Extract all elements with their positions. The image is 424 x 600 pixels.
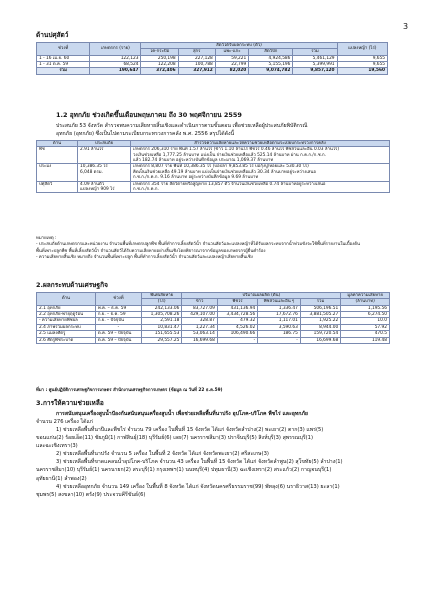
col-output: ปริมาณผลผลิต (ตัน) bbox=[182, 293, 341, 299]
assistance-body: การสนับสนุนเครื่องสูบน้ำป้องกันสนับสนุนเครื่องสูบน้ำ เพื่อช่วยเหลือพื้นที่นาปรัง อุปโภค-บริโภค พืชไร่ และอุทกภัย จำนวน 276 เครื่อง ได้แก่ 1) ช่วยเหลือพื้นที่นาปีและพืชไร่ จำนวน 79 เครื่อง ในพื้นที่ 15 จังหวัด ได้แก่ จังหวัดลำปาง(2) พะเยา(2) ตาก(3) แพร่(5) ขอนแก่น(2) ร้อยเอ็ด(11) ชัยภูมิ(1) กาฬสินธุ์(18) บุรีรัมย์(6) เลย(7) นครราชสีมา(3) ปราจีนบุรี(5) สิงห์บุรี(3) สุพรรณบุรี(1) และฉะเชิงเทรา(3) 2) ช่วยเหลือพื้นที่นาปรัง จำนวน 5 เครื่อง ในพื้นที่ 2 จังหวัด ได้แก่ จังหวัดพะเยา(2) ศรีสะเกษ(3) 3) ช่วยเหลือพื้นที่ขาดแคลนน้ำอุปโภค-บริโภค จำนวน 43 เครื่อง ในพื้นที่ 15 จังหวัด ได้แก่ จังหวัดลำพูน(2) สุโขทัย(5) ลำปาง(1) นครราชสีมา(10) บุรีรัมย์(1) นครนายก(2) สระบุรี(1) กรุงเทพฯ(1) นนทบุรี(4) ปทุมธานี(3) ฉะเชิงเทรา(2) สระแก้ว(2) กาญจนบุรี(1) อุทัยธานี(1) ลำพอง(2) 4) ช่วยเหลืออุทกภัย จำนวน 149 เครื่อง ในพื้นที่ 8 จังหวัด ได้แก่ จังหวัดนครศรีธรรมราช(99) พัทลุง(6) นราธิวาส(13) ยะลา(1) ชุมพร(5) สงขลา(10) ตรัง(9) ประจวบคีรีขันธ์(6) bbox=[36, 411, 343, 498]
table-row: 1 - 16 เม.ย. 60 122,123 250,198 227,128 59,221 4,924,586 5,461,129 9,655 bbox=[37, 55, 388, 61]
col-description: สำรวจความเสียหายและให้ความช่วยเหลือตามระเบียบกระทรวงการคลัง bbox=[131, 141, 390, 147]
col-affected: ประสบภัย bbox=[78, 141, 131, 147]
table-row: 2.2 อุทกภัย-พายุฤดูร้อน ก.ย. – ธ.ค. 59 1,305,708.26 429,107.00 3,434,728.56 17,672.76 3,881,505.27 6,274.50 bbox=[37, 312, 390, 318]
table-row: 1 - 31 ต.ค. 59 68,524 122,208 100,788 22,799 5,155,196 5,399,991 9,655 bbox=[37, 62, 388, 68]
table-row: พืช 2.91 ล้านไร่ เกษตรกร 206,310 ราย พื้นที่ 1.57 ล้านไร่ (ข้าว 1.10 ล้านไร่ พืชไร่ 0.46 ล้านไร่ พืชสวนและอื่น 0.03 ล้านไร่) วงเงินช่วยเหลือ 1,777.25 ล้านบาท แบ่งเป็น จ่ายเงินช่วยเหลือแล้ว 525.14 ล้านบาท ผ่าน ก.ค.ก./ก.ช.ก. แล้ว 182.74 ล้านบาท อยู่ระหว่างบันทึกข้อมูล ประมาณ 1,069.37 ล้านบาท bbox=[37, 147, 390, 164]
col-cattle: โค-กระบือ bbox=[141, 49, 178, 55]
page-number: 3 bbox=[403, 22, 409, 31]
col-poultry: สัตว์ปีก bbox=[249, 49, 293, 55]
table-row: 2.5 แมลงศัตรู ต.ค. 59 – ปัจจุบัน 151,655.53 53,063.14 106,490.66 186.75 159,720.54 470.5 bbox=[37, 331, 390, 337]
col-damaged-area: พื้นที่เสียหาย bbox=[142, 293, 182, 299]
col-period: ช่วงที่ bbox=[37, 43, 90, 56]
table-row: 2.6 ศัตรูพืชระบาด ต.ค. 59 – ปัจจุบัน 29,557.25 16,699.68 - - 16,699.68 119.48 bbox=[37, 337, 390, 343]
flood-intro: ประสบภัย 53 จังหวัด สำรวจพบความเสียหายสิ้นเชิงและดำเนินการตามขั้นตอน เพื่อช่วยเหลือผู้ประสบภัยพิบัติกรณี อุทกภัย (อุทกภัย) ซึ่งเป็นไปตามระเบียบกระทรวงการคลัง พ.ศ. 2556 สรุปได้ดังนี้ bbox=[56, 123, 308, 138]
table-row: ปศุสัตว์ 4.09 ล้านตัว แปลงหญ้า 909 ไร่ เกษตรกร 354 ราย สัตว์ตายหรือสูญหาย 13,857 ตัว จำนวนเงินช่วยเหลือ 0.74 ล้านบาทอยู่ระหว่างเสนอ ก.ช.ก./ก.ค.ก. bbox=[37, 181, 390, 193]
flood-table bbox=[36, 140, 390, 193]
flood-notes: หมายเหตุ : - ประสบภัยด้านเกษตรกรและหน่วยงาน จำนวนพื้นที่เกษตรปลูกพืช พื้นที่ทำการเลี้ยงสัตว์น้ำ จำนวนสัตว์และแปลงหญ้าที่ได้รับผลกระทบจากน้ำท่วมขังจะใช้พื้นที่รายงานในเบื้องต้น พื้นที่เพาะปลูกพืช พื้นที่เลี้ยงสัตว์น้ำ จำนวนสัตว์ได้รับความเสียหายอย่างสิ้นเชิงโดยพิจารณาจากข้อมูลของเกษตรกรผู้ยื่นคำร้อง - ความเสียหายสิ้นเชิง หมายถึง จำนวนพื้นที่เพาะปลูก พื้นที่ทำการเลี้ยงสัตว์น้ำ จำนวนสัตว์และแปลงหญ้าเสียหายสิ้นเชิง bbox=[36, 236, 360, 261]
col-goat: แพะ-แกะ bbox=[215, 49, 248, 55]
col-pig: สุกร bbox=[178, 49, 215, 55]
col-total: รวม bbox=[293, 49, 337, 55]
col-pasture: แปลงหญ้า (ไร่) bbox=[337, 43, 387, 56]
col-farmers: เกษตรกร (ราย) bbox=[90, 43, 141, 56]
col-period: ช่วงที่ bbox=[95, 293, 141, 306]
flood-heading: 1.2 อุทกภัย ช่วงเกิดขึ้นเดือนพฤษภาคม ถึง 30 พฤศจิกายน 2559 bbox=[56, 111, 242, 119]
col-animals: สัตว์ได้รับผลกระทบ (ตัว) bbox=[141, 43, 337, 49]
table-row: ประมง 10,386.35 ไร่ 6,048 ตรม. เกษตรกร 8,807 ราย พื้นที่ 10,386.35 ไร่ (บ่อปลา 9,853.85 ไร่ บ่อกุ้งปู/หอยและ 530.30 ไร่) คิดเป็นเงินช่วยเหลือ 49.19 ล้านบาท แบ่งเป็นจ่ายเงินช่วยเหลือแล้ว 30.34 ล้านบาทอยู่ระหว่างเสนอ ก.ช.ก./ก.ค.ก. 9.16 ล้านบาท อยู่ระหว่างบันทึกข้อมูล 9.69 ล้านบาท bbox=[37, 164, 390, 181]
table-row: - ความเสียหายพืชผล ก.ย. – ปัจจุบัน 2,591.18 328.87 479.32 1,117.01 1,925.22 10.0 bbox=[37, 318, 390, 324]
table-row: 2.1 อุทกภัย พ.ค. – ธ.ค. 59 242,133.06 83,727.09 431,136.94 1,336.47 506,196.51 1,195.56 bbox=[37, 305, 390, 311]
source-note: ที่มา : ศูนย์ปฏิบัติการเศรษฐกิจการเกษตร สำนักงานเศรษฐกิจการเกษตร (ข้อมูล ณ วันที่ 22 ธ.ค.59) bbox=[36, 388, 223, 393]
assistance-heading: 3.การให้ความช่วยเหลือ bbox=[36, 399, 104, 407]
livestock-table bbox=[36, 42, 388, 75]
economic-table: ด้าน ช่วงที่ พื้นที่เสียหาย ปริมาณผลผลิต (ตัน) มูลค่าความเสียหาย (ไร่) ข้าว พืชไร่ พืชสวนและอื่น ๆ รวม (ล้านบาท) 2.1 อุทกภัย พ.ค. – ธ.ค. 59 242,133.06 83,727.09 431,136.94 1,336.47 506,196.51 1,195.56 2.2 อุทกภัย-พายุฤดูร้อน ก.ย. – ธ.ค. 59 1,305,708.26 429,107.00 3,434,728.56 17,672.76 3,881,505.27 6,274.50 - ความเสียหายพืชผล ก.ย. – ปัจจุบัน 2,591.18 328.87 479.32 1,117.01 1,925.22 10.0 2.4 ภาพรวมผลกระทบ - 10,831.47 1,227.34 4,526.02 3,590.63 8,944.00 57.92 2.5 แมลงศัตรู ต.ค. 59 – ปัจจุบัน 151,655.53 53,063.14 106,490.66 186.75 159,720.54 470.5 2.6 ศัตรูพืชระบาด ต.ค. 59 – ปัจจุบัน 29,557.25 16,699.68 - - 16,699.68 119.48 bbox=[36, 292, 390, 344]
col-category: ด้าน bbox=[37, 141, 78, 147]
livestock-heading: ด้านปศุสัตว์ bbox=[36, 31, 69, 39]
table-total-row: รวม 190,647 372,406 327,912 82,020 9,074,782 9,857,120 19,560 bbox=[37, 68, 388, 74]
table-row: 2.4 ภาพรวมผลกระทบ - 10,831.47 1,227.34 4,526.02 3,590.63 8,944.00 57.92 bbox=[37, 324, 390, 330]
economic-heading: 2.ผลกระทบด้านเศรษฐกิจ bbox=[36, 281, 108, 289]
col-damage-value: มูลค่าความเสียหาย bbox=[341, 293, 390, 299]
col-aspect: ด้าน bbox=[37, 293, 96, 306]
